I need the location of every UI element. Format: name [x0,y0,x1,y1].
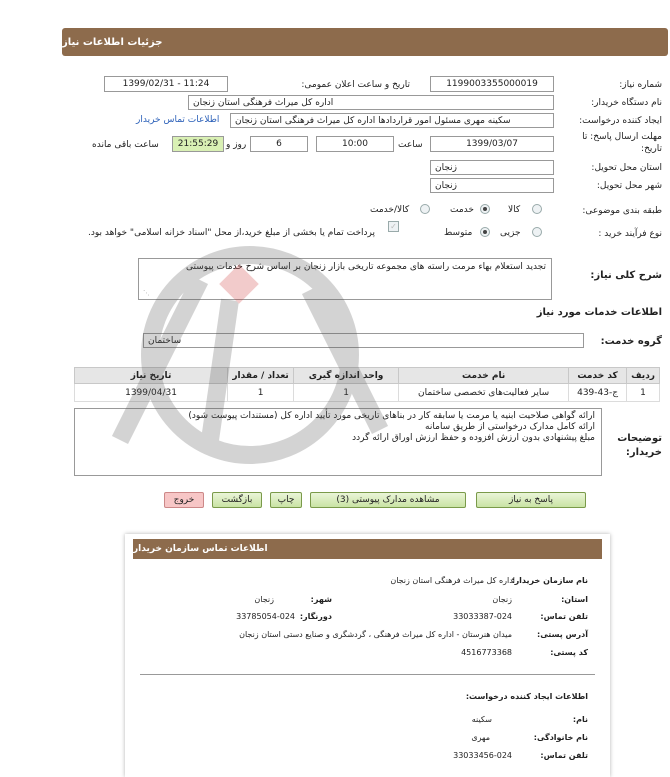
category-radio-both[interactable] [420,204,430,214]
contact-card-title: اطلاعات تماس سازمان خریدار [133,544,268,554]
category-radio-goods[interactable] [532,204,542,214]
cell-date: 1399/04/31 [75,384,228,402]
buyer-notes-label: توضیحات خریدار: [617,433,662,458]
province-label: استان محل تحویل: [591,163,662,173]
cell-qty: 1 [228,384,294,402]
contact-postal-label: کد پستی: [550,648,588,657]
purchase-option-minor: جزیی [500,228,521,238]
contact-fax-label: دورنگار: [299,612,332,621]
creator-phone: 33033456-024 [453,751,512,760]
buyer-note-line: مبلغ پیشنهادی بدون ارزش افزوده و حفظ ارزش اوراق ارائه گردد [352,433,595,443]
contact-address-label: آدرس پستی: [537,630,588,639]
col-date: تاریخ نیاز [75,368,228,384]
creator-last-name: مهری [471,733,490,742]
announce-field[interactable]: 1399/02/31 - 11:24 [104,76,228,92]
service-group-label: گروه خدمت: [600,336,662,347]
resize-grip-icon: ⋰ [143,289,150,297]
payment-checkbox[interactable]: ✓ [388,221,399,232]
creator-first-name-label: نام: [572,715,588,724]
payment-note: پرداخت تمام یا بخشی از مبلغ خرید،از محل "اسناد خزانه اسلامی" خواهد بود. [88,228,376,238]
services-table-wrap [74,367,660,402]
buyer-notes-textarea[interactable] [74,408,602,476]
days-field[interactable]: 6 [250,136,308,152]
contact-buyer-name: اداره کل میراث فرهنگی استان زنجان [390,576,515,585]
col-qty: تعداد / مقدار [228,368,294,384]
requester-field[interactable]: سکینه مهری مسئول امور قراردادها اداره کل میراث فرهنگی استان زنجان [230,113,554,128]
services-section-title: اطلاعات خدمات مورد نیاز [536,307,662,318]
remaining-time-label: ساعت باقی مانده [92,140,159,150]
deadline-date-field[interactable]: 1399/03/07 [430,136,554,152]
purchase-option-medium: متوسط [444,228,473,238]
need-number-label: شماره نیاز: [619,80,662,90]
buyer-note-line: ارائه گواهی صلاحیت ابنیه یا مرمت یا سابقه کار در بناهای تاریخی مورد تأیید اداره کل (مستندات پیوست شود) [188,411,595,421]
contact-info-link[interactable]: اطلاعات تماس خریدار [136,115,220,125]
category-option-service: خدمت [450,205,474,215]
category-option-both: کالا/خدمت [370,205,410,215]
cell-code: ج-43-439 [569,384,627,402]
col-code: کد خدمت [569,368,627,384]
contact-card-header [133,539,602,559]
description-label: شرح کلی نیاز: [590,270,662,281]
announce-label: تاریخ و ساعت اعلان عمومی: [301,80,410,90]
contact-fax: 33785054-024 [236,612,295,621]
services-table [74,367,660,402]
page-title: جزئیات اطلاعات نیاز [62,36,163,48]
deadline-time-label: ساعت [398,140,423,150]
category-radio-service[interactable] [480,204,490,214]
requester-label: ایجاد کننده درخواست: [579,116,662,126]
contact-city: زنجان [254,595,274,604]
contact-province: زنجان [492,595,512,604]
contact-divider [140,674,595,675]
cell-row: 1 [627,384,660,402]
purchase-radio-minor[interactable] [532,227,542,237]
buyer-org-label: نام دستگاه خریدار: [591,98,662,108]
city-field[interactable]: زنجان [430,178,554,193]
service-group-field[interactable]: ساختمان [143,333,584,348]
description-text: تجدید استعلام بهاء مرمت راسته های مجموعه تاریخی بازار زنجان بر اساس شرح خدمات پیوستی [186,262,546,272]
creator-first-name: سکینه [471,715,492,724]
print-button[interactable]: چاپ [270,492,302,508]
cell-unit: 1 [294,384,399,402]
back-button[interactable]: بازگشت [212,492,262,508]
contact-address: میدان هنرستان - اداره کل میراث فرهنگی ، گردشگری و صنایع دستی استان زنجان [239,630,512,639]
col-name: نام خدمت [399,368,569,384]
attachments-button[interactable]: مشاهده مدارک پیوستی (3) [310,492,466,508]
buyer-org-field[interactable]: اداره کل میراث فرهنگی استان زنجان [188,95,554,110]
creator-title: اطلاعات ایجاد کننده درخواست: [465,692,588,701]
description-textarea[interactable] [138,258,552,300]
contact-postal: 4516773368 [461,648,512,657]
contact-phone: 33033387-024 [453,612,512,621]
remaining-time-field: 21:55:29 [172,136,224,152]
exit-button[interactable]: خروج [164,492,204,508]
creator-last-name-label: نام خانوادگی: [533,733,588,742]
category-label: طبقه بندی موضوعی: [582,206,662,216]
purchase-type-label: نوع فرآیند خرید : [598,229,662,239]
col-row: ردیف [627,368,660,384]
buyer-note-line: ارائه کامل مدارک درخواستی از طریق سامانه [425,422,595,432]
reply-button[interactable]: پاسخ به نیاز [476,492,586,508]
contact-buyer-name-label: نام سازمان خریدار: [511,576,588,585]
purchase-radio-medium[interactable] [480,227,490,237]
page-header [62,28,668,56]
col-unit: واحد اندازه گیری [294,368,399,384]
contact-phone-label: تلفن تماس: [540,612,588,621]
city-label: شهر محل تحویل: [596,181,662,191]
contact-city-label: شهر: [310,595,332,604]
table-row[interactable] [75,384,660,402]
days-label: روز و [226,140,247,150]
contact-province-label: استان: [561,595,588,604]
cell-name: سایر فعالیت‌های تخصصی ساختمان [399,384,569,402]
deadline-time-field[interactable]: 10:00 [316,136,394,152]
province-field[interactable]: زنجان [430,160,554,175]
category-option-goods: کالا [508,205,521,215]
creator-phone-label: تلفن تماس: [540,751,588,760]
need-number-field[interactable]: 1199003355000019 [430,76,554,92]
deadline-label: مهلت ارسال پاسخ: تا تاریخ: [582,132,662,154]
